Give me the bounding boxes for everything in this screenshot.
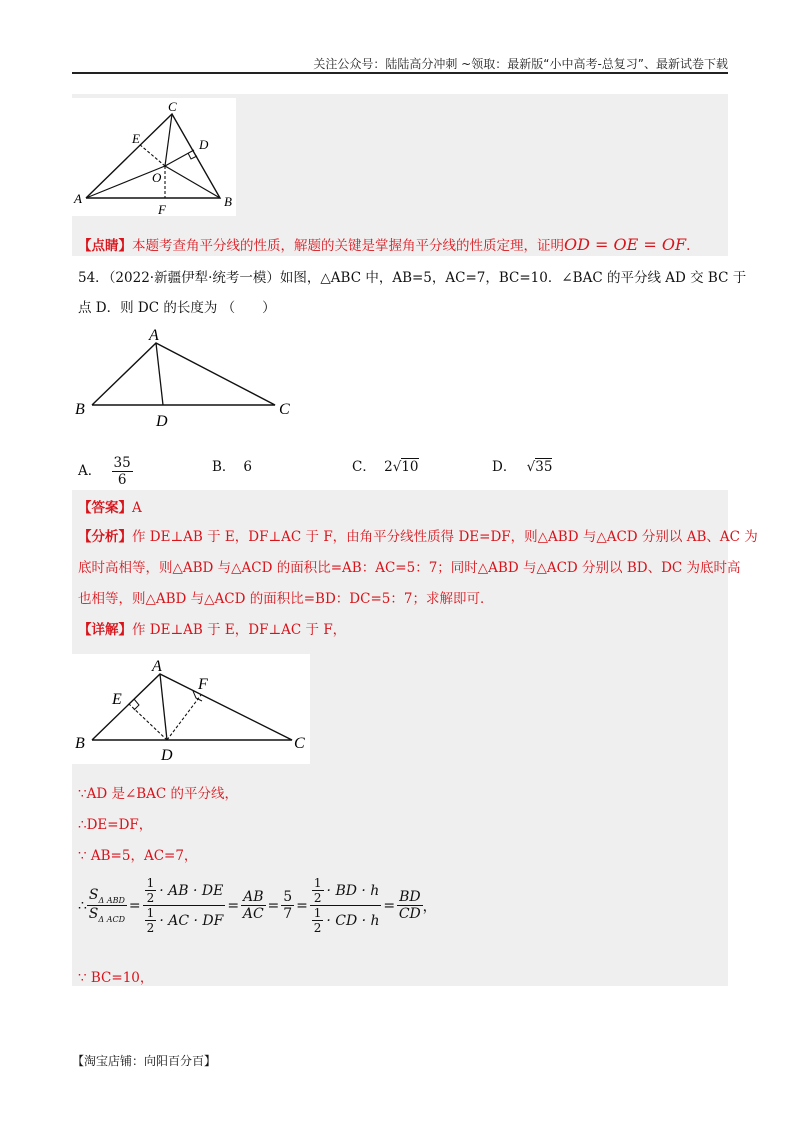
- area-ratio-equation: [78, 876, 437, 935]
- eq-s-bot: S: [88, 906, 99, 922]
- analysis-line-2: 底时高相等，则△ABD 与△ACD 的面积比=AB：AC=5：7；同时△ABD 与△ACD 分别以 BD、DC 为底时高: [78, 560, 741, 576]
- eq-h1-den: [145, 906, 224, 935]
- page-footer: 【淘宝店铺：向阳百分百】: [72, 1054, 217, 1068]
- option-b[interactable]: [212, 455, 252, 475]
- option-a-num: 35: [113, 455, 131, 471]
- analysis-line-3: 也相等，则△ABD 与△ACD 的面积比=BD：DC=5：7；求解即可．: [78, 591, 494, 607]
- eq-two-4: 2: [313, 921, 322, 935]
- header-rule: [72, 72, 728, 74]
- fig1-label-d: D: [199, 137, 209, 152]
- page-header: 关注公众号：陆陆高分冲刺 ~领取：最新版“小中高考-总复习”、最新试卷下载: [313, 57, 728, 71]
- fig1-label-e: E: [132, 131, 140, 146]
- analysis-line-1: [78, 525, 758, 545]
- option-a-den: 6: [117, 472, 127, 488]
- eq-s-top: S: [88, 887, 99, 904]
- eq-area-num: [87, 887, 127, 906]
- eq-h2-den: [312, 906, 380, 935]
- eq-height-fraction-2: [310, 876, 381, 935]
- option-c-coef: 2: [384, 459, 393, 475]
- fig2-label-d: D: [156, 413, 168, 430]
- option-c[interactable]: [352, 455, 419, 475]
- question-line-2: 点 D．则 DC 的长度为 （ ）: [78, 300, 276, 316]
- fig1-label-c: C: [168, 99, 177, 114]
- answer-line: [78, 496, 142, 516]
- dianjing-end: .: [686, 238, 691, 254]
- eq-equals-1: =: [128, 897, 141, 914]
- detail-line: [78, 618, 346, 638]
- answer-value: A: [132, 500, 142, 516]
- eq-ab: AB: [243, 889, 264, 905]
- eq-equals-5: =: [383, 897, 396, 914]
- option-d-label: D．: [492, 459, 517, 475]
- fig3-label-f: F: [198, 676, 208, 693]
- dianjing-tag: 【点睛】: [78, 238, 132, 254]
- dianjing-line: [78, 234, 690, 254]
- eq-bd: BD: [399, 889, 421, 905]
- option-d-radicand: 35: [535, 459, 553, 475]
- dianjing-formula: OD = OE = OF: [564, 235, 687, 254]
- fig1-label-f: F: [158, 202, 166, 216]
- eq-h1-num: [143, 876, 226, 906]
- step-5: ∵ BC=10，: [78, 970, 154, 986]
- eq-half-2: 1: [146, 906, 155, 920]
- fig1-label-b: B: [224, 194, 232, 209]
- eq-bd-h: · BD · h: [326, 882, 380, 899]
- option-b-label: B．: [212, 459, 236, 475]
- eq-area-den: [89, 906, 125, 924]
- eq-five: 5: [283, 889, 293, 905]
- analysis-tag: 【分析】: [78, 529, 132, 545]
- analysis-text-1: 作 DE⊥AB 于 E，DF⊥AC 于 F，由角平分线性质得 DE=DF，则△ABD 与△ACD 分别以 AB、AC 为: [132, 529, 758, 545]
- eq-five-seven: [281, 889, 294, 922]
- option-a-label: A．: [78, 463, 102, 479]
- eq-area-fraction: [87, 887, 127, 924]
- figure-triangle-bisector: [72, 324, 302, 432]
- fig2-label-a: A: [149, 327, 159, 344]
- fig3-label-b: B: [75, 735, 85, 752]
- step-2: ∴DE=DF，: [78, 817, 153, 833]
- eq-s-bot-sub: Δ ACD: [98, 914, 126, 924]
- eq-ab-de: · AB · DE: [159, 882, 224, 899]
- fig2-label-c: C: [279, 401, 290, 418]
- answer-tag: 【答案】: [78, 500, 132, 516]
- option-c-sqrt: √: [392, 459, 402, 475]
- question-source: （2022·新疆伊犁·统考一模）: [108, 270, 280, 286]
- fig3-label-a: A: [152, 658, 162, 675]
- eq-ac: AC: [242, 906, 264, 922]
- eq-s-top-sub: Δ ABD: [98, 896, 125, 905]
- fig2-label-b: B: [75, 401, 85, 418]
- eq-bd-cd-fraction: [397, 889, 423, 922]
- eq-equals-4: =: [296, 897, 308, 914]
- eq-ab-ac-fraction: [241, 889, 265, 922]
- eq-cd: CD: [398, 906, 421, 922]
- option-d[interactable]: [492, 455, 552, 475]
- fig1-label-a: A: [74, 191, 82, 206]
- eq-equals-3: =: [267, 897, 280, 914]
- eq-two-2: 2: [146, 921, 155, 935]
- fig3-label-d: D: [161, 747, 173, 764]
- option-c-label: C．: [352, 459, 376, 475]
- eq-half-4: 1: [313, 906, 322, 920]
- eq-seven: 7: [283, 906, 293, 922]
- eq-comma: ，: [422, 898, 437, 915]
- dianjing-text: 本题考查角平分线的性质，解题的关键是掌握角平分线的性质定理，证明: [132, 238, 564, 254]
- eq-cd-h: · CD · h: [326, 912, 380, 929]
- question-line-1: [78, 266, 746, 286]
- eq-equals-2: =: [227, 897, 240, 914]
- question-text-1: 如图，△ABC 中，AB=5，AC=7，BC=10．∠BAC 的平分线 AD 交 BC 于: [279, 270, 747, 286]
- eq-h2-num: [310, 876, 381, 906]
- eq-therefore: ∴: [78, 897, 87, 914]
- detail-tag: 【详解】: [78, 622, 132, 638]
- fig3-label-e: E: [112, 691, 122, 708]
- step-3: ∵ AB=5，AC=7，: [78, 848, 198, 864]
- option-b-value: 6: [243, 459, 253, 475]
- step-1: ∵AD 是∠BAC 的平分线，: [78, 786, 239, 802]
- figure-triangle-perpendiculars: [72, 654, 310, 764]
- eq-two-3: 2: [313, 891, 322, 905]
- fig3-label-c: C: [294, 735, 305, 752]
- eq-two-1: 2: [146, 891, 155, 905]
- fig1-label-o: O: [152, 170, 162, 185]
- detail-text: 作 DE⊥AB 于 E，DF⊥AC 于 F，: [132, 622, 347, 638]
- option-d-sqrt: √: [526, 459, 536, 475]
- option-a-fraction: [112, 455, 133, 488]
- option-a[interactable]: [78, 455, 133, 488]
- eq-ac-df: · AC · DF: [159, 912, 224, 929]
- question-number: 54．: [78, 270, 109, 286]
- figure-triangle-incenter: [72, 98, 236, 216]
- eq-height-fraction-1: [143, 876, 226, 935]
- option-c-radicand: 10: [401, 459, 419, 475]
- eq-half-1: 1: [146, 876, 155, 890]
- eq-half-3: 1: [313, 876, 322, 890]
